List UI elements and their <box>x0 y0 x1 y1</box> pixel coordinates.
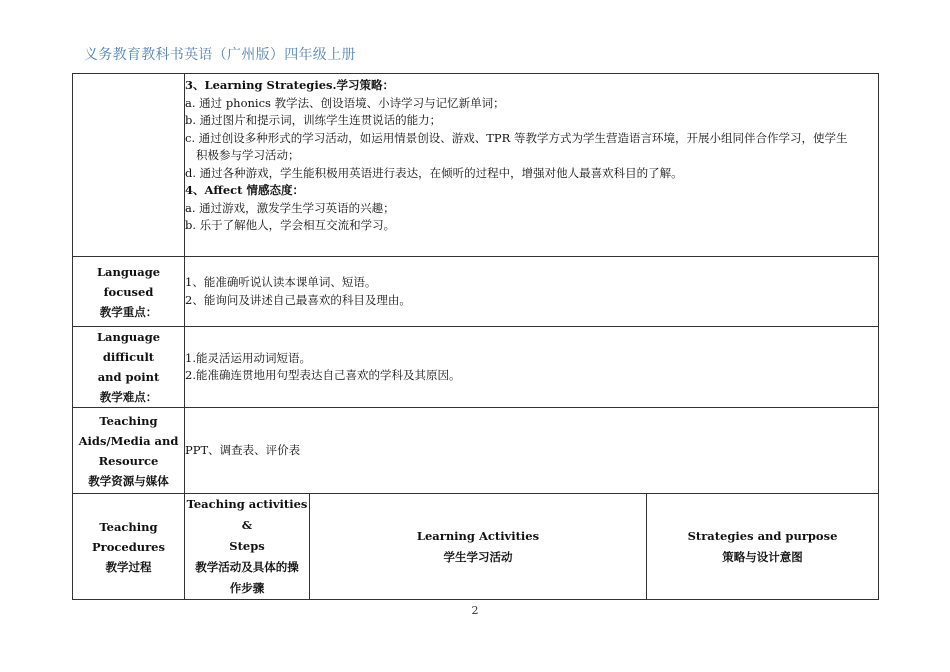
difficult-label-en-1: Language difficult <box>96 330 161 364</box>
focus-content-cell <box>185 257 879 327</box>
procedures-col-learning <box>310 494 647 600</box>
difficult-label-cn: 教学难点： <box>99 390 158 404</box>
strategy-item-c: c. 通过创设多种形式的学习活动，如运用情景创设、游戏、TPR 等教学方式为学生营造语言环境，开展小组同伴合作学习，使学生 <box>185 130 848 145</box>
procedures-label-cn: 教学过程 <box>105 559 152 574</box>
learning-header-cn: 学生学习活动 <box>443 549 513 564</box>
steps-header-en-2: Steps <box>229 539 265 553</box>
procedures-label-cell <box>73 494 185 600</box>
procedures-col-steps <box>185 494 310 600</box>
strategies-label-cell <box>73 74 185 257</box>
procedures-row <box>73 494 879 600</box>
affect-item-b: b. 乐于了解他人，学会相互交流和学习。 <box>185 218 396 232</box>
steps-header-en-1: Teaching activities & <box>186 497 308 532</box>
focus-line-2: 2、能询问及讲述自己最喜欢的科目及理由。 <box>185 292 411 307</box>
focus-label-cn: 教学重点： <box>99 304 158 319</box>
difficult-line-2: 2.能准确连贯地用句型表达自己喜欢的学科及其原因。 <box>185 368 461 382</box>
procedures-col-strategies <box>647 494 879 600</box>
aids-row <box>73 408 879 494</box>
difficult-label-en-2: and point <box>97 370 160 384</box>
difficult-line-1: 1.能灵活运用动词短语。 <box>185 350 311 365</box>
affect-item-a: a. 通过游戏，激发学生学习英语的兴趣； <box>185 200 395 215</box>
focus-row <box>73 257 879 327</box>
difficult-content-cell <box>185 327 879 408</box>
strategy-item-a: a. 通过 phonics 教学法、创设语境、小诗学习与记忆新单词； <box>185 95 505 110</box>
strategy-item-b: b. 通过图片和提示词，训练学生连贯说话的能力； <box>185 113 442 127</box>
aids-label-en-2: Aids/Media and <box>78 433 179 448</box>
aids-content-cell <box>185 408 879 494</box>
strategies-header-en: Strategies and purpose <box>687 528 838 543</box>
page-number: 2 <box>471 604 479 617</box>
focus-line-1: 1、能准确听说认读本课单词、短语。 <box>185 275 377 289</box>
aids-label-en-1: Teaching <box>99 413 158 428</box>
difficult-row <box>73 327 879 408</box>
strategy-item-d: d. 通过各种游戏，学生能积极用英语进行表达，在倾听的过程中，增强对他人最喜欢科目的了解。 <box>185 165 683 180</box>
aids-label-cn: 教学资源与媒体 <box>88 473 169 488</box>
difficult-label-cell <box>73 327 185 408</box>
procedures-label-en-1: Teaching <box>99 519 158 534</box>
focus-label-en: Language focused <box>96 264 161 299</box>
steps-header-cn-1: 教学活动及具体的操 <box>195 560 299 574</box>
strategies-header-cn: 策略与设计意图 <box>722 549 803 564</box>
learning-header-en: Learning Activities <box>416 528 540 543</box>
strategies-heading: 3、Learning Strategies.学习策略： <box>185 78 395 92</box>
strategies-content-cell <box>185 74 879 257</box>
steps-header-cn-2: 作步骤 <box>229 581 265 595</box>
affect-heading: 4、Affect 情感态度： <box>185 183 304 197</box>
document-header-title: 义务教育教科书英语（广州版）四年级上册 <box>84 47 356 63</box>
strategy-item-c-continued: 积极参与学习活动； <box>196 148 300 162</box>
procedures-label-en-2: Procedures <box>92 539 165 554</box>
aids-label-cell <box>73 408 185 494</box>
strategies-row <box>73 74 879 257</box>
aids-label-en-3: Resource <box>98 453 159 468</box>
focus-label-cell <box>73 257 185 327</box>
aids-content: PPT、调查表、评价表 <box>185 442 301 457</box>
lesson-plan-table <box>72 73 879 600</box>
